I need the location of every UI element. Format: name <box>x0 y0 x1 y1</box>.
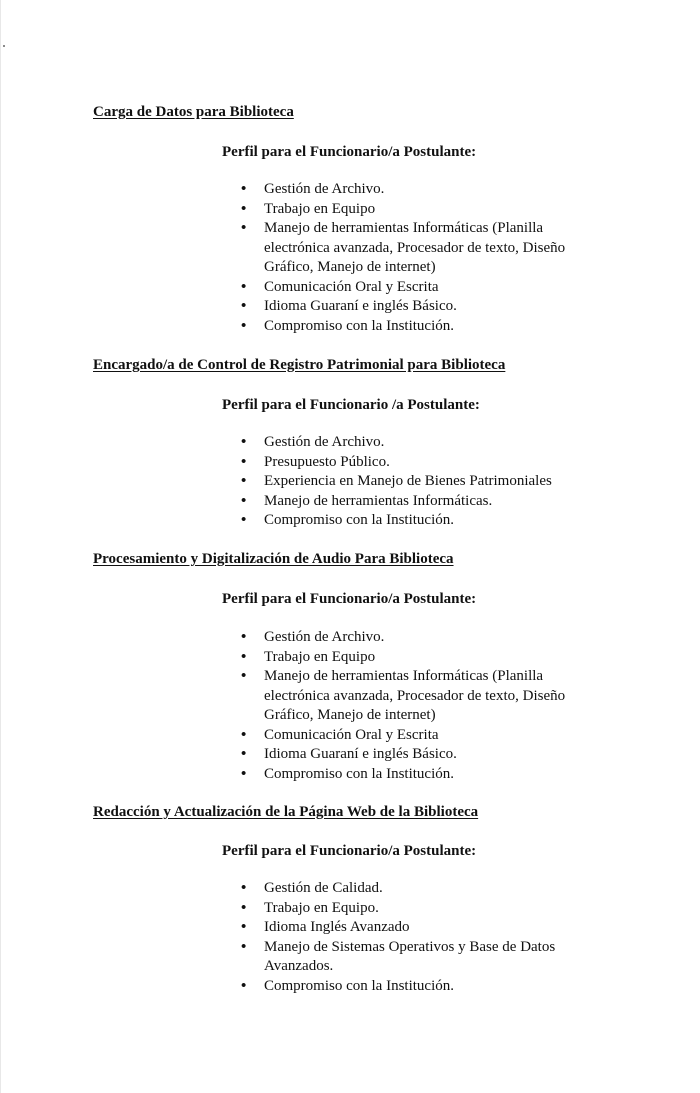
section-heading: Carga de Datos para Biblioteca <box>93 104 294 120</box>
list-item: • Compromiso con la Institución. <box>241 977 614 997</box>
requirements-list <box>241 180 631 336</box>
list-item: • Trabajo en Equipo. <box>241 899 614 919</box>
requirements-list <box>241 879 631 996</box>
list-item: • Gestión de Archivo. <box>241 180 604 200</box>
list-item: • Experiencia en Manejo de Bienes Patrimoniales <box>241 472 631 492</box>
list-item: • Compromiso con la Institución. <box>241 511 631 531</box>
list-item: • Compromiso con la Institución. <box>241 317 604 337</box>
list-item: • Comunicación Oral y Escrita <box>241 726 604 746</box>
list-item: • Idioma Guaraní e inglés Básico. <box>241 745 604 765</box>
list-item: • Idioma Inglés Avanzado <box>241 918 614 938</box>
list-item: • Manejo de herramientas Informáticas (Planilla electrónica avanzada, Procesador de texto, Diseño Gráfico, Manejo de internet) <box>241 667 604 726</box>
list-item: • Gestión de Archivo. <box>241 628 604 648</box>
profile-heading: Perfil para el Funcionario/a Postulante: <box>222 591 477 607</box>
list-item: • Trabajo en Equipo <box>241 648 604 668</box>
list-item: • Compromiso con la Institución. <box>241 765 604 785</box>
requirements-list <box>241 433 631 531</box>
profile-heading: Perfil para el Funcionario/a Postulante: <box>222 843 477 859</box>
list-item: • Idioma Guaraní e inglés Básico. <box>241 297 604 317</box>
list-item: • Gestión de Calidad. <box>241 879 614 899</box>
profile-heading: Perfil para el Funcionario/a Postulante: <box>222 144 477 160</box>
requirements-list <box>241 628 631 784</box>
list-item: • Manejo de Sistemas Operativos y Base de Datos Avanzados. <box>241 938 614 977</box>
list-item: • Manejo de herramientas Informáticas (Planilla electrónica avanzada, Procesador de texto, Diseño Gráfico, Manejo de internet) <box>241 219 604 278</box>
list-item: • Presupuesto Público. <box>241 453 631 473</box>
list-item: • Manejo de herramientas Informáticas. <box>241 492 631 512</box>
scan-edge <box>0 0 1 1093</box>
section-heading: Procesamiento y Digitalización de Audio Para Biblioteca <box>93 551 454 567</box>
list-item: • Gestión de Archivo. <box>241 433 631 453</box>
list-item: • Comunicación Oral y Escrita <box>241 278 604 298</box>
section-heading: Redacción y Actualización de la Página Web de la Biblioteca <box>93 804 479 820</box>
scan-speck <box>3 45 5 47</box>
profile-heading: Perfil para el Funcionario /a Postulante: <box>222 397 480 413</box>
list-item: • Trabajo en Equipo <box>241 200 604 220</box>
section-heading: Encargado/a de Control de Registro Patrimonial para Biblioteca <box>93 357 506 373</box>
